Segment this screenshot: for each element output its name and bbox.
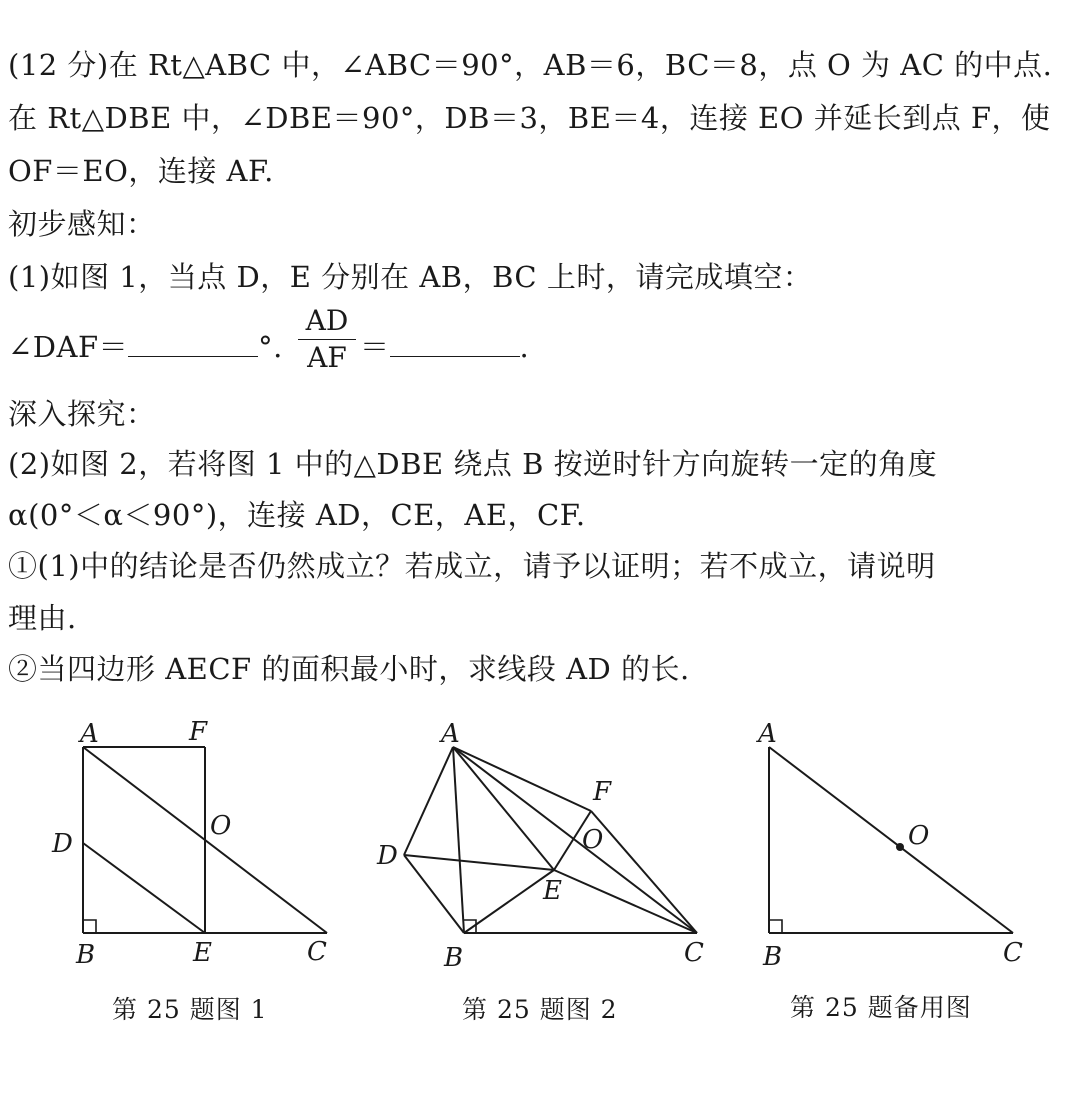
problem-line-2: 在 Rt△DBE 中，∠DBE＝90°，DB＝3，BE＝4，连接 EO 并延长到点 F，使 [8, 101, 1051, 135]
question-2-line-1: (2)如图 2，若将图 1 中的△DBE 绕点 B 按逆时针方向旋转一定的角度 [8, 447, 938, 481]
question-2a-line-2: 理由. [8, 601, 77, 635]
fig3-label-c: C [1003, 938, 1023, 968]
equals-sign: ＝ [360, 330, 390, 364]
question-1: (1)如图 1，当点 D，E 分别在 AB，BC 上时，请完成填空： [8, 260, 813, 294]
fig3-label-b: B [763, 942, 783, 972]
fig1-label-o: O [210, 811, 232, 841]
figure-1-caption: 第 25 题图 1 [112, 995, 268, 1024]
fig1-label-d: D [52, 829, 73, 859]
figure-1-drawing [83, 747, 327, 933]
fraction-denominator: AF [307, 341, 347, 374]
fig3-label-o: O [908, 821, 930, 851]
fig1-label-e: E [193, 938, 212, 968]
fig2-label-b: B [444, 943, 464, 973]
angle-daf-label: ∠DAF＝ [8, 330, 129, 364]
fig2-label-o: O [582, 825, 604, 855]
fig1-label-f: F [189, 717, 208, 747]
question-2a-line-1: ①(1)中的结论是否仍然成立？若成立，请予以证明；若不成立，请说明 [8, 549, 936, 583]
fig2-label-d: D [377, 841, 398, 871]
question-2b: ②当四边形 AECF 的面积最小时，求线段 AD 的长. [8, 652, 690, 686]
fig2-label-f: F [593, 777, 612, 807]
section-heading-preliminary: 初步感知： [8, 207, 156, 241]
fig1-label-b: B [76, 940, 96, 970]
figure-3-caption: 第 25 题备用图 [790, 993, 972, 1022]
fig3-label-a: A [758, 719, 777, 749]
fig2-label-c: C [684, 938, 704, 968]
problem-line-1: (12 分)在 Rt△ABC 中，∠ABC＝90°，AB＝6，BC＝8，点 O 为 AC 的中点. [8, 48, 1053, 82]
fig1-label-a: A [80, 719, 99, 749]
figure-3-drawing [769, 747, 1013, 933]
period: . [519, 330, 530, 364]
fraction-numerator: AD [305, 304, 349, 337]
figure-2-caption: 第 25 题图 2 [462, 995, 618, 1024]
fig2-label-e: E [543, 876, 562, 906]
question-2-line-2: α(0°＜α＜90°)，连接 AD，CE，AE，CF. [8, 498, 586, 532]
problem-line-3: OF＝EO，连接 AF. [8, 154, 274, 188]
midpoint-o-dot [896, 843, 904, 851]
section-heading-explore: 深入探究： [8, 397, 156, 431]
degree-mark: °. [258, 330, 283, 364]
fig2-label-a: A [441, 719, 460, 749]
fig1-label-c: C [307, 937, 327, 967]
